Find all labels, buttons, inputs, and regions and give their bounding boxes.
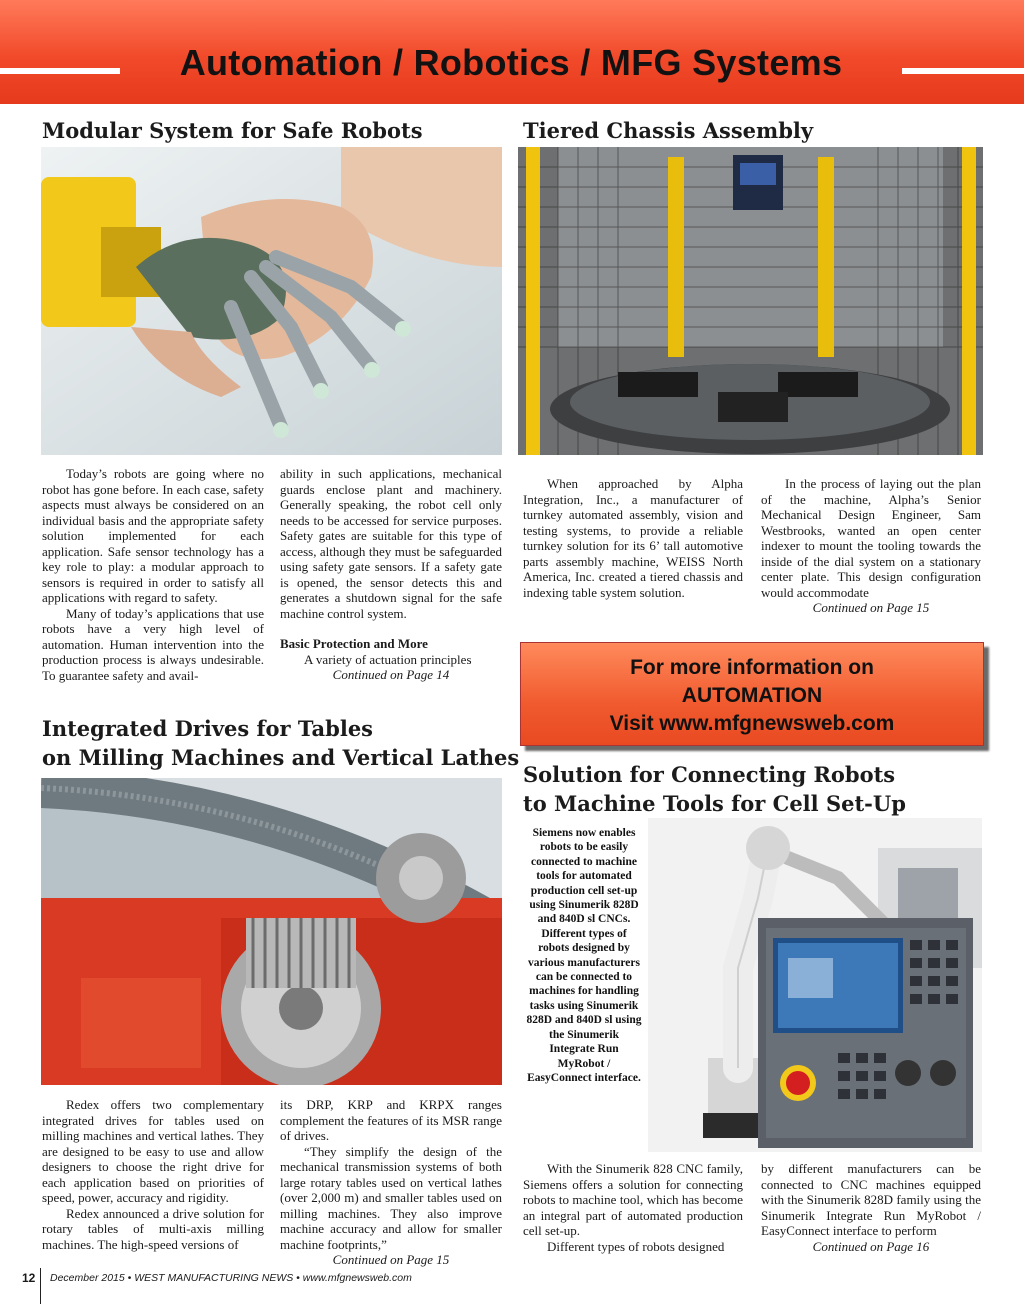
paragraph: its DRP, KRP and KRPX ranges complement the features of its MSR range of drives. [280, 1097, 502, 1143]
promo-line-2: AUTOMATION [681, 684, 823, 707]
photo-caption: Siemens now enables robots to be easily connected to machine tools for automated production cell set-up using Sinumerik 828D and 840D sl CNCs. Different types of robots designed by various manufacturers can be connected to machines for handling tasks using Sinumerik 828D and 840D sl using the Sinumerik Integrate Run MyRobot / EasyConnect interface. [526, 827, 642, 1084]
subhead: Basic Protection and More [280, 636, 428, 651]
promo-link[interactable]: Visit www.mfgnewsweb.com [609, 712, 895, 735]
gear-drive-photo [41, 778, 502, 1085]
paragraph: Many of today’s applications that use robots have a very high level of automation. Human intervention into the production process is always undesirable. To guarantee safety and avail- [42, 605, 264, 683]
siemens-cnc-robot-photo [648, 818, 982, 1152]
paragraph: When approached by Alpha Integration, Inc., a manufacturer of turnkey automated assembly, vision and testing systems, to provide a reliable turnkey solution for its 6’ tall automotive parts assembly machine, WEISS North America, Inc. created a tiered chassis and indexing table system solution. [523, 476, 743, 600]
paragraph: “They simplify the design of the mechanical transmission systems of both large rotary tables used on vertical lathes (over 2,000 m) and smaller tables used on milling machines. They also improve machine accuracy and allow for smaller machine footprints,” [280, 1143, 502, 1252]
footer-text: December 2015 • WEST MANUFACTURING NEWS • www.mfgnewsweb.com [50, 1272, 412, 1284]
paragraph: Redex offers two complementary integrated drives for tables used on milling machines and vertical lathes. They are designed to be easy to use and allow designers to choose the right drive for each application based on priorities of speed, power, accuracy and rigidity. [42, 1097, 264, 1205]
safe-robots-column-1 [42, 466, 264, 683]
tiered-chassis-column-1 [523, 476, 743, 600]
paragraph: Today’s robots are going where no robot has gone before. In each case, safety aspects must always be considered on an individual basis and the appropriate safety solution implemented for each application. Safe sensor technology has a key role to play: a modular approach to sensors is required in order to satisfy all applications with regard to safety. [42, 466, 264, 605]
paragraph: A variety of actuation principles [304, 651, 472, 667]
chassis-machine-photo [518, 147, 983, 455]
headline-integrated-drives [42, 714, 519, 772]
promo-box[interactable] [520, 642, 984, 746]
headline-line-1: Solution for Connecting Robots [523, 762, 896, 787]
footer-divider [40, 1268, 41, 1304]
connecting-robots-column-2 [761, 1161, 981, 1254]
continued-line: Continued on Page 14 [332, 667, 450, 682]
connecting-robots-column-1 [523, 1161, 743, 1254]
headline-line-2: on Milling Machines and Vertical Lathes [42, 745, 520, 770]
page-number: 12 [22, 1271, 36, 1285]
continued-line: Continued on Page 15 [332, 1252, 450, 1267]
headline-line-2: to Machine Tools for Cell Set-Up [523, 791, 906, 816]
paragraph: by different manufacturers can be connected to CNC machines equipped with the Sinumerik 828D family using the Sinumerik Integrate Run MyRobot / EasyConnect interface to perform [761, 1161, 981, 1238]
robot-hand-photo [41, 147, 502, 455]
continued-line: Continued on Page 15 [812, 600, 930, 615]
safe-robots-column-2 [280, 466, 502, 683]
headline-safe-robots: Modular System for Safe Robots [42, 118, 423, 143]
header-rule-right [902, 68, 1024, 74]
integrated-drives-column-2 [280, 1097, 502, 1268]
header-rule-left [0, 68, 120, 74]
paragraph: Redex announced a drive solution for rotary tables of multi-axis milling machines. The high-speed versions of [42, 1205, 264, 1252]
paragraph: In the process of laying out the plan of the machine, Alpha’s Senior Mechanical Design Engineer, Sam Westbrooks, wanted an open center indexer to mount the tooling towards the inside of the dial system on a stationary center plate. This design configuration would accommodate [761, 476, 981, 600]
tiered-chassis-column-2 [761, 476, 981, 616]
paragraph: ability in such applications, mechanical guards enclose plant and machinery. Generally speaking, the robot cell only needs to be accessed for service purposes. Safety gates are suitable for this type of access, although they must be safeguarded using safety gate sensors. If a safety gate is opened, the sensor detects this and generates a shutdown signal for the safe machine control system. [280, 466, 502, 621]
continued-line: Continued on Page 16 [812, 1238, 930, 1254]
section-title: Automation / Robotics / MFG Systems [179, 42, 843, 83]
headline-connecting-robots [523, 760, 906, 818]
paragraph: Different types of robots designed [547, 1238, 725, 1254]
promo-line-1: For more information on [630, 656, 874, 679]
headline-line-1: Integrated Drives for Tables [42, 716, 373, 741]
paragraph: With the Sinumerik 828 CNC family, Siemens offers a solution for connecting robots to machine tool, which has become an integral part of automated production cell set-up. [523, 1161, 743, 1238]
headline-tiered-chassis: Tiered Chassis Assembly [523, 118, 814, 143]
integrated-drives-column-1 [42, 1097, 264, 1252]
